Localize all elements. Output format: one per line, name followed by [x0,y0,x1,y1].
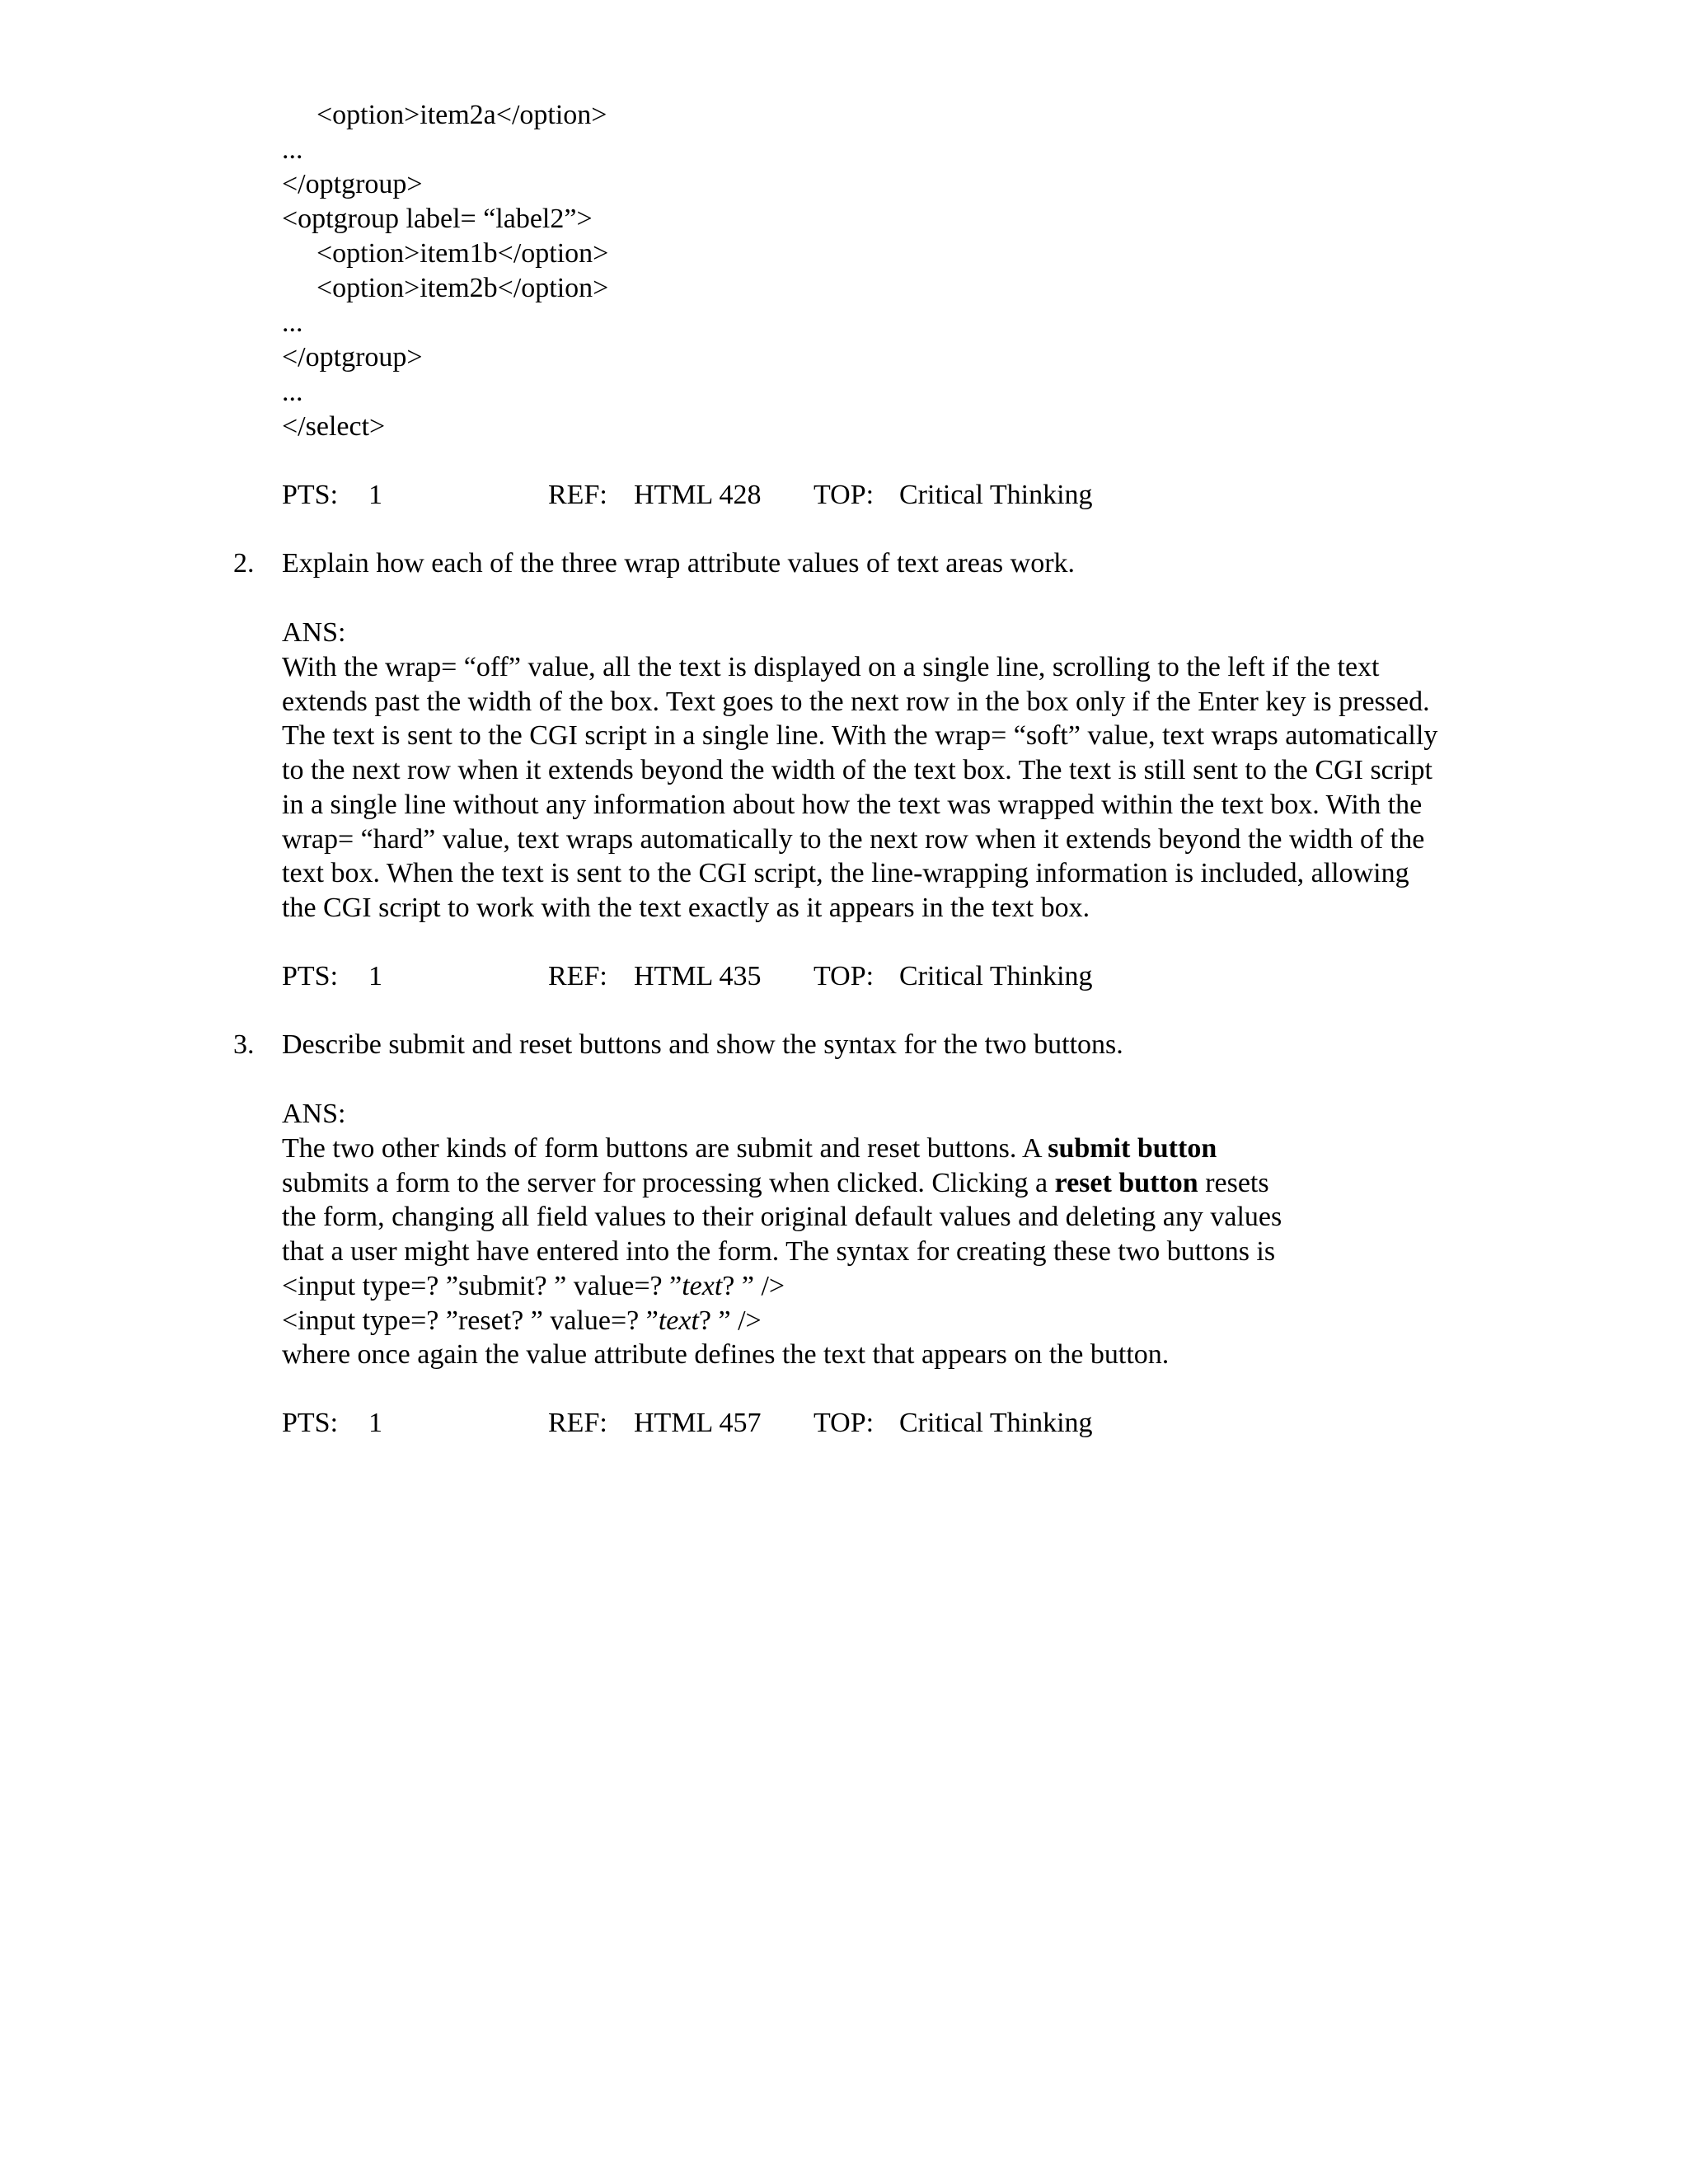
question-number: 3. [233,1029,255,1060]
answer-text-run: submits a form to the server for processing when clicked. Clicking a [282,1167,1055,1198]
answer-label: ANS: [282,617,346,648]
ref-label: REF: [548,480,607,510]
ref-value: HTML 457 [634,1408,762,1438]
pts-label: PTS: [282,961,339,991]
term-reset-button: reset button [1054,1167,1198,1198]
question-text: Explain how each of the three wrap attribute values of text areas work. [282,548,1076,579]
top-value: Critical Thinking [899,1408,1093,1438]
answer-line: extends past the width of the box. Text goes to the next row in the box only if the Enter key is pressed. [282,686,1430,717]
answer-text-run: resets [1198,1167,1269,1198]
ref-value: HTML 428 [634,480,762,510]
pts-label: PTS: [282,1408,339,1438]
code-line: </select> [282,411,386,442]
top-value: Critical Thinking [899,961,1093,991]
ref-value: HTML 435 [634,961,762,991]
question-text: Describe submit and reset buttons and show the syntax for the two buttons. [282,1029,1123,1060]
term-submit-button: submit button [1048,1133,1217,1164]
ref-label: REF: [548,961,607,991]
top-label: TOP: [814,1408,874,1438]
code-text-run: <input type=? ”submit? ” value=? ” [282,1270,682,1301]
answer-line: that a user might have entered into the form. The syntax for creating these two buttons is [282,1236,1276,1268]
answer-text-run: The two other kinds of form buttons are submit and reset buttons. A [282,1133,1048,1164]
answer-line [282,1269,1282,1304]
answer-text [282,1132,1282,1372]
pts-value: 1 [368,1408,382,1438]
answer-label: ANS: [282,1099,346,1129]
code-line: </optgroup> [282,169,423,199]
answer-line: the CGI script to work with the text exactly as it appears in the text box. [282,892,1090,923]
answer-line [282,1304,1282,1338]
code-line: ... [282,307,303,338]
pts-value: 1 [368,480,382,510]
code-text-run: <input type=? ”reset? ” value=? ” [282,1305,659,1336]
answer-line: The text is sent to the CGI script in a single line. With the wrap= “soft” value, text wraps automatically [282,720,1438,752]
answer-line: text box. When the text is sent to the CGI script, the line-wrapping information is included, allowing [282,858,1409,889]
code-line: <option>item1b</option> [316,238,609,269]
code-line: </optgroup> [282,342,423,373]
answer-line: With the wrap= “off” value, all the text is displayed on a single line, scrolling to the left if the text [282,652,1380,682]
code-text-run: ? ” /> [722,1270,785,1301]
code-line: ... [282,134,303,165]
code-line: <optgroup label= “label2”> [282,204,593,234]
top-label: TOP: [814,480,874,510]
answer-text [282,650,1437,926]
pts-value: 1 [368,961,382,991]
answer-line: in a single line without any information about how the text was wrapped within the text box. With the [282,789,1423,820]
code-line: ... [282,377,303,407]
answer-line: wrap= “hard” value, text wraps automatically to the next row when it extends beyond the width of the [282,823,1425,855]
top-value: Critical Thinking [899,480,1093,510]
code-text-run: ? ” /> [698,1305,762,1336]
top-label: TOP: [814,961,874,991]
code-placeholder: text [658,1305,699,1336]
answer-line [282,1132,1282,1166]
code-placeholder: text [682,1270,723,1301]
answer-line [282,1166,1282,1201]
question-number: 2. [233,548,255,579]
answer-line: where once again the value attribute defines the text that appears on the button. [282,1339,1170,1371]
answer-line: to the next row when it extends beyond the width of the text box. The text is still sent to the CGI script [282,755,1432,786]
pts-label: PTS: [282,480,339,510]
answer-line: the form, changing all field values to their original default values and deleting any values [282,1202,1282,1233]
code-line: <option>item2a</option> [316,100,607,130]
code-line: <option>item2b</option> [316,273,609,303]
ref-label: REF: [548,1408,607,1438]
